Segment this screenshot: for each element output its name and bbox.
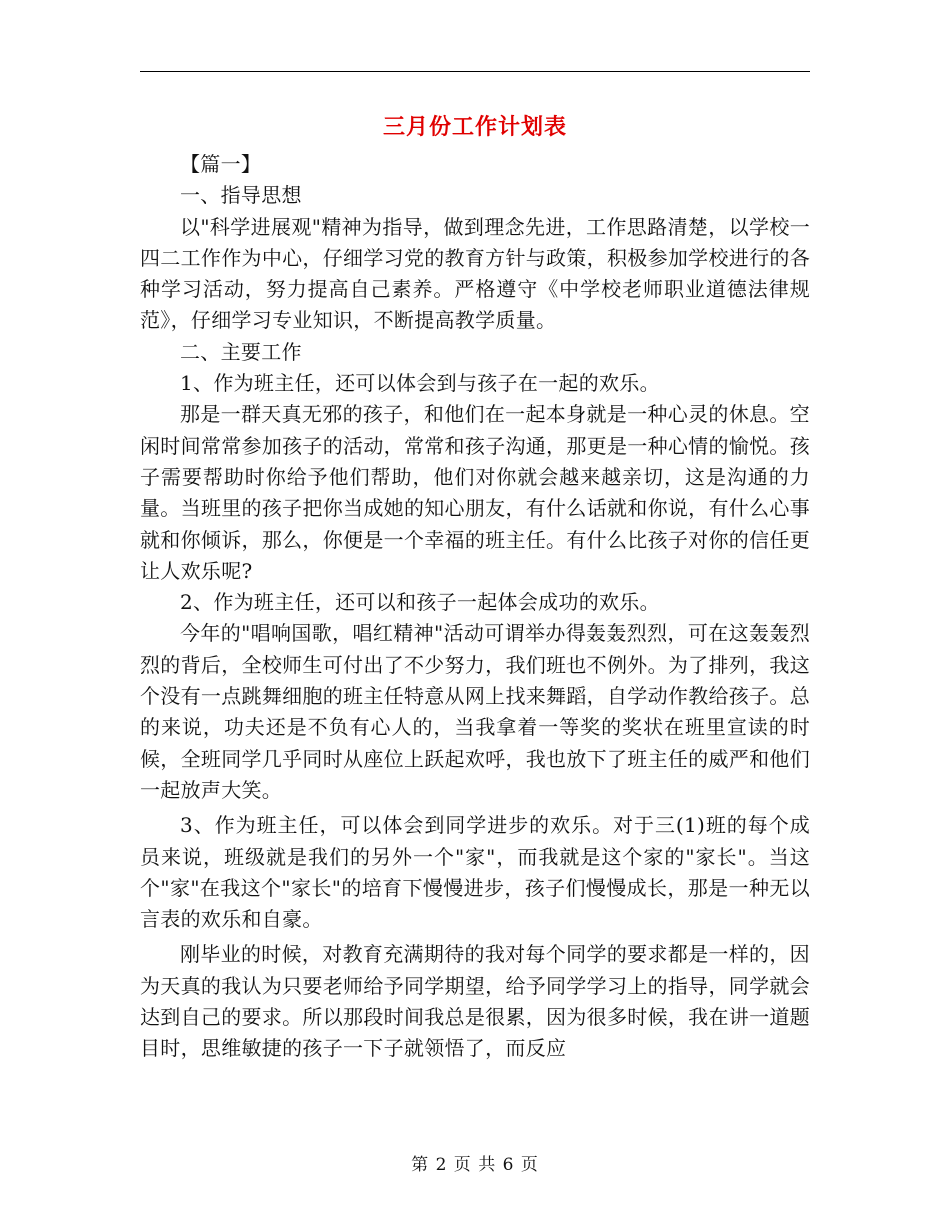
numbered-item: 3、作为班主任，可以体会到同学进步的欢乐。对于三(1)班的每个成员来说，班级就是我们的另外一个"家"，而我就是这个家的"家长"。当这个"家"在我这个"家长"的培育下慢慢进步，孩子们慢慢成长，那是一种无以言表的欢乐和自豪。: [140, 813, 810, 932]
body-paragraph: 以"科学进展观"精神为指导，做到理念先进，工作思路清楚，以学校一四二工作作为中心，仔细学习党的教育方针与政策，积极参加学校进行的各种学习活动，努力提高自己素养。严格遵守《中学校老师职业道德法律规范》，仔细学习专业知识，不断提高教学质量。: [140, 214, 810, 333]
document-title: 三月份工作计划表: [382, 114, 567, 140]
header-rule: [140, 71, 810, 72]
body-paragraph: 那是一群天真无邪的孩子，和他们在一起本身就是一种心灵的休息。空闲时间常常参加孩子的活动，常常和孩子沟通，那更是一种心情的愉悦。孩子需要帮助时你给予他们帮助，他们对你就会越来越亲切，这是沟通的力量。当班里的孩子把你当成她的知心朋友，有什么话就和你说，有什么心事就和你倾诉，那么，你便是一个幸福的班主任。有什么比孩子对你的信任更让人欢乐呢?: [140, 402, 810, 583]
section-heading: 一、指导思想: [180, 183, 302, 208]
section-heading: 二、主要工作: [180, 339, 302, 364]
numbered-item: 2、作为班主任，还可以和孩子一起体会成功的欢乐。: [180, 590, 660, 615]
body-paragraph: 今年的"唱响国歌，唱红精神"活动可谓举办得轰轰烈烈，可在这轰轰烈烈的背后，全校师生可付出了不少努力，我们班也不例外。为了排列，我这个没有一点跳舞细胞的班主任特意从网上找来舞蹈，自学动作教给孩子。总的来说，功夫还是不负有心人的，当我拿着一等奖的奖状在班里宣读的时候，全班同学几乎同时从座位上跃起欢呼，我也放下了班主任的威严和他们一起放声大笑。: [140, 621, 810, 802]
section-marker: 【篇一】: [180, 152, 262, 176]
numbered-item: 1、作为班主任，还可以体会到与孩子在一起的欢乐。: [180, 371, 660, 396]
body-paragraph: 刚毕业的时候，对教育充满期待的我对每个同学的要求都是一样的，因为天真的我认为只要老师给予同学期望，给予同学学习上的指导，同学就会达到自己的要求。所以那段时间我总是很累，因为很多时候，我在讲一道题目时，思维敏捷的孩子一下子就领悟了，而反应: [140, 942, 810, 1061]
document-body: [140, 149, 810, 1065]
page-number: 第 2 页 共 6 页: [411, 1155, 539, 1175]
